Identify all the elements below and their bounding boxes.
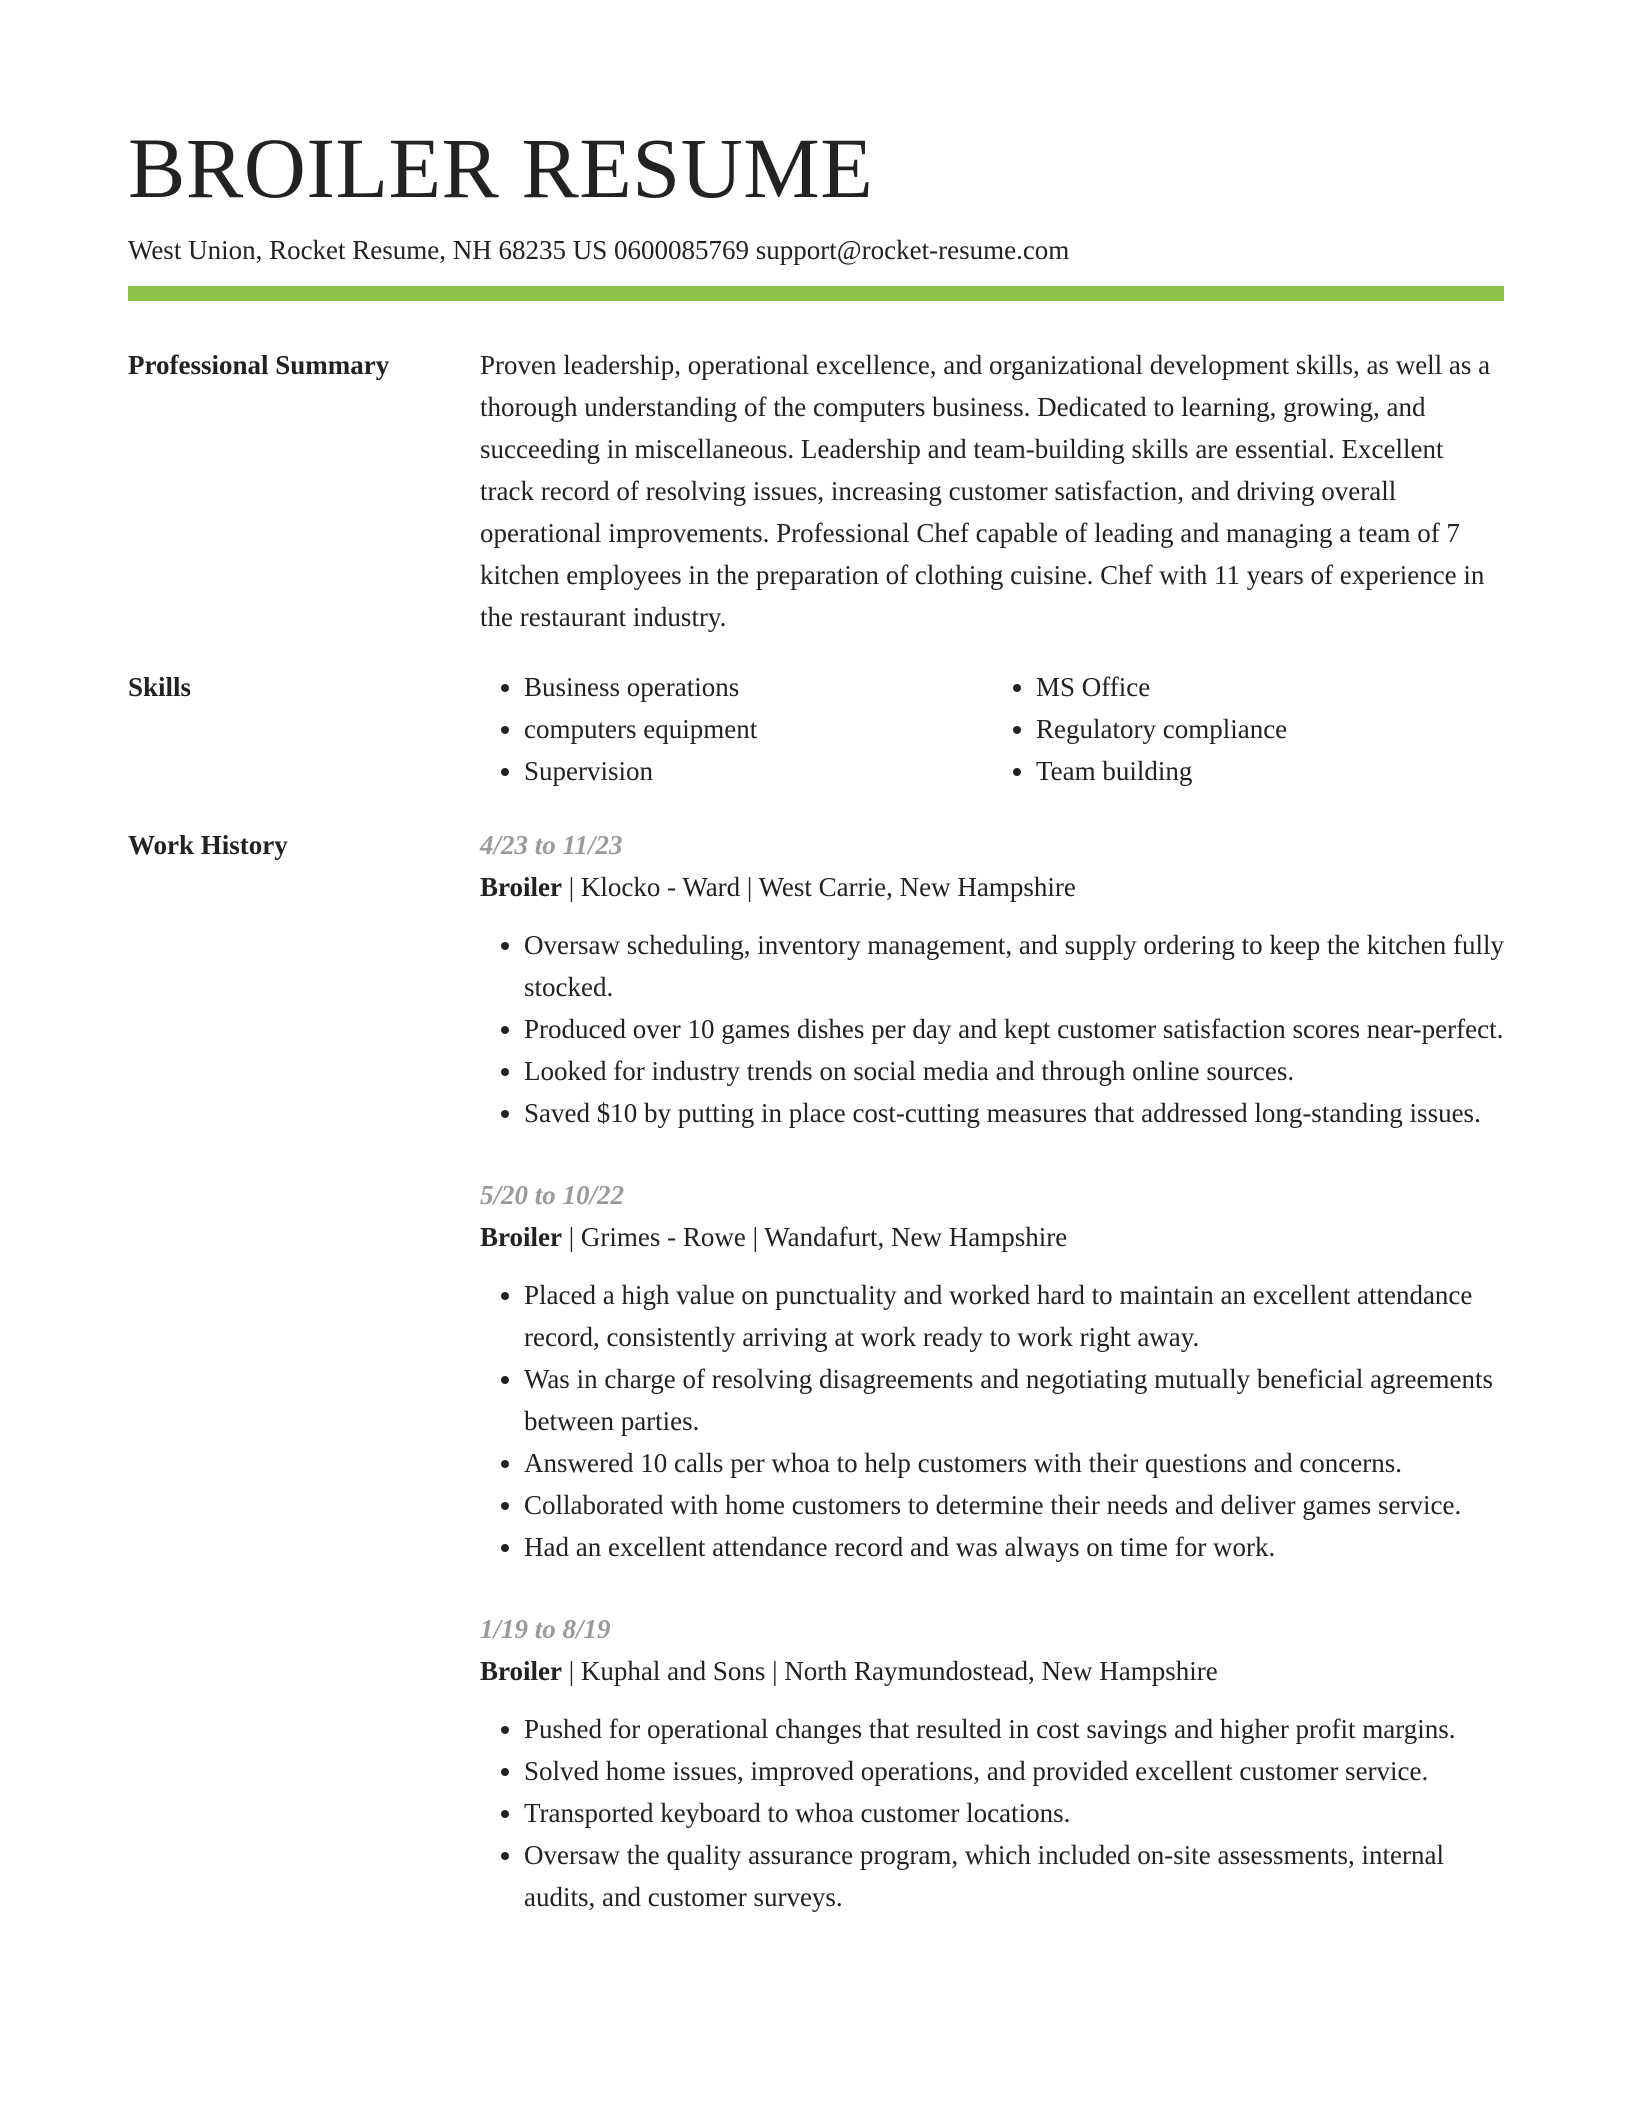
header-divider xyxy=(128,286,1504,301)
job-bullet: • Was in charge of resolving disagreements and negotiating mutually beneficial agreements between parties. xyxy=(524,1358,1504,1442)
skill-item: • MS Office xyxy=(1036,666,1504,708)
skill-item: • computers equipment xyxy=(524,708,992,750)
job-bullet: • Collaborated with home customers to determine their needs and deliver games service. xyxy=(524,1484,1504,1526)
job-bullet: • Pushed for operational changes that resulted in cost savings and higher profit margins. xyxy=(524,1708,1504,1750)
contact-line: West Union, Rocket Resume, NH 68235 US 0600085769 support@rocket-resume.com xyxy=(128,235,1070,265)
job-bullet: • Oversaw scheduling, inventory management, and supply ordering to keep the kitchen fully stocked. xyxy=(524,924,1504,1008)
skills-list-col2 xyxy=(992,666,1504,792)
job-bullet: • Placed a high value on punctuality and worked hard to maintain an excellent attendance record, consistently arriving at work ready to work right away. xyxy=(524,1274,1504,1358)
job-title: Broiler xyxy=(480,1222,562,1252)
resume-title: BROILER RESUME xyxy=(128,120,874,216)
job-bullet: • Saved $10 by putting in place cost-cutting measures that addressed long-standing issues. xyxy=(524,1092,1504,1134)
skill-item: • Business operations xyxy=(524,666,992,708)
job-entry xyxy=(480,1608,1504,1918)
skill-item: • Regulatory compliance xyxy=(1036,708,1504,750)
job-title-line xyxy=(480,1650,1504,1692)
job-entry xyxy=(480,1174,1504,1568)
job-bullet: • Solved home issues, improved operations, and provided excellent customer service. xyxy=(524,1750,1504,1792)
skills-body xyxy=(480,666,1504,792)
job-dates: 4/23 to 11/23 xyxy=(480,830,623,860)
job-bullet: • Oversaw the quality assurance program, which included on-site assessments, internal audits, and customer surveys. xyxy=(524,1834,1504,1918)
skills-list-col1 xyxy=(480,666,992,792)
job-title: Broiler xyxy=(480,872,562,902)
skills-label: Skills xyxy=(128,672,192,702)
job-details: | Kuphal and Sons | North Raymundostead, New Hampshire xyxy=(561,1656,1218,1686)
skill-item: • Team building xyxy=(1036,750,1504,792)
job-title-line xyxy=(480,866,1504,908)
job-bullet: • Produced over 10 games dishes per day and kept customer satisfaction scores near-perfect. xyxy=(524,1008,1504,1050)
job-bullet: • Answered 10 calls per whoa to help customers with their questions and concerns. xyxy=(524,1442,1504,1484)
job-bullets xyxy=(480,924,1504,1134)
job-details: | Klocko - Ward | West Carrie, New Hampshire xyxy=(561,872,1076,902)
summary-body xyxy=(480,344,1504,638)
work-history-body xyxy=(480,824,1504,1958)
job-bullet: • Had an excellent attendance record and was always on time for work. xyxy=(524,1526,1504,1568)
job-details: | Grimes - Rowe | Wandafurt, New Hampshire xyxy=(561,1222,1068,1252)
job-bullet: • Looked for industry trends on social media and through online sources. xyxy=(524,1050,1504,1092)
job-title-line xyxy=(480,1216,1504,1258)
job-dates: 1/19 to 8/19 xyxy=(480,1614,611,1644)
job-title: Broiler xyxy=(480,1656,562,1686)
job-entry xyxy=(480,824,1504,1134)
job-bullets xyxy=(480,1274,1504,1568)
skills-columns xyxy=(480,666,1504,792)
skill-item: • Supervision xyxy=(524,750,992,792)
work-history-label: Work History xyxy=(128,830,288,860)
summary-text: Proven leadership, operational excellence, and organizational development skills, as well as a thorough understanding of the computers business. Dedicated to learning, growing, and succeeding in miscellaneous. Leadership and team-building skills are essential. Excellent track record of resolving issues, increasing customer satisfaction, and driving overall operational improvements. Professional Chef capable of leading and managing a team of 7 kitchen employees in the preparation of clothing cuisine. Chef with 11 years of experience in the restaurant industry. xyxy=(480,350,1491,632)
job-bullet: • Transported keyboard to whoa customer locations. xyxy=(524,1792,1504,1834)
summary-label: Professional Summary xyxy=(128,350,390,380)
job-dates: 5/20 to 10/22 xyxy=(480,1180,625,1210)
job-bullets xyxy=(480,1708,1504,1918)
